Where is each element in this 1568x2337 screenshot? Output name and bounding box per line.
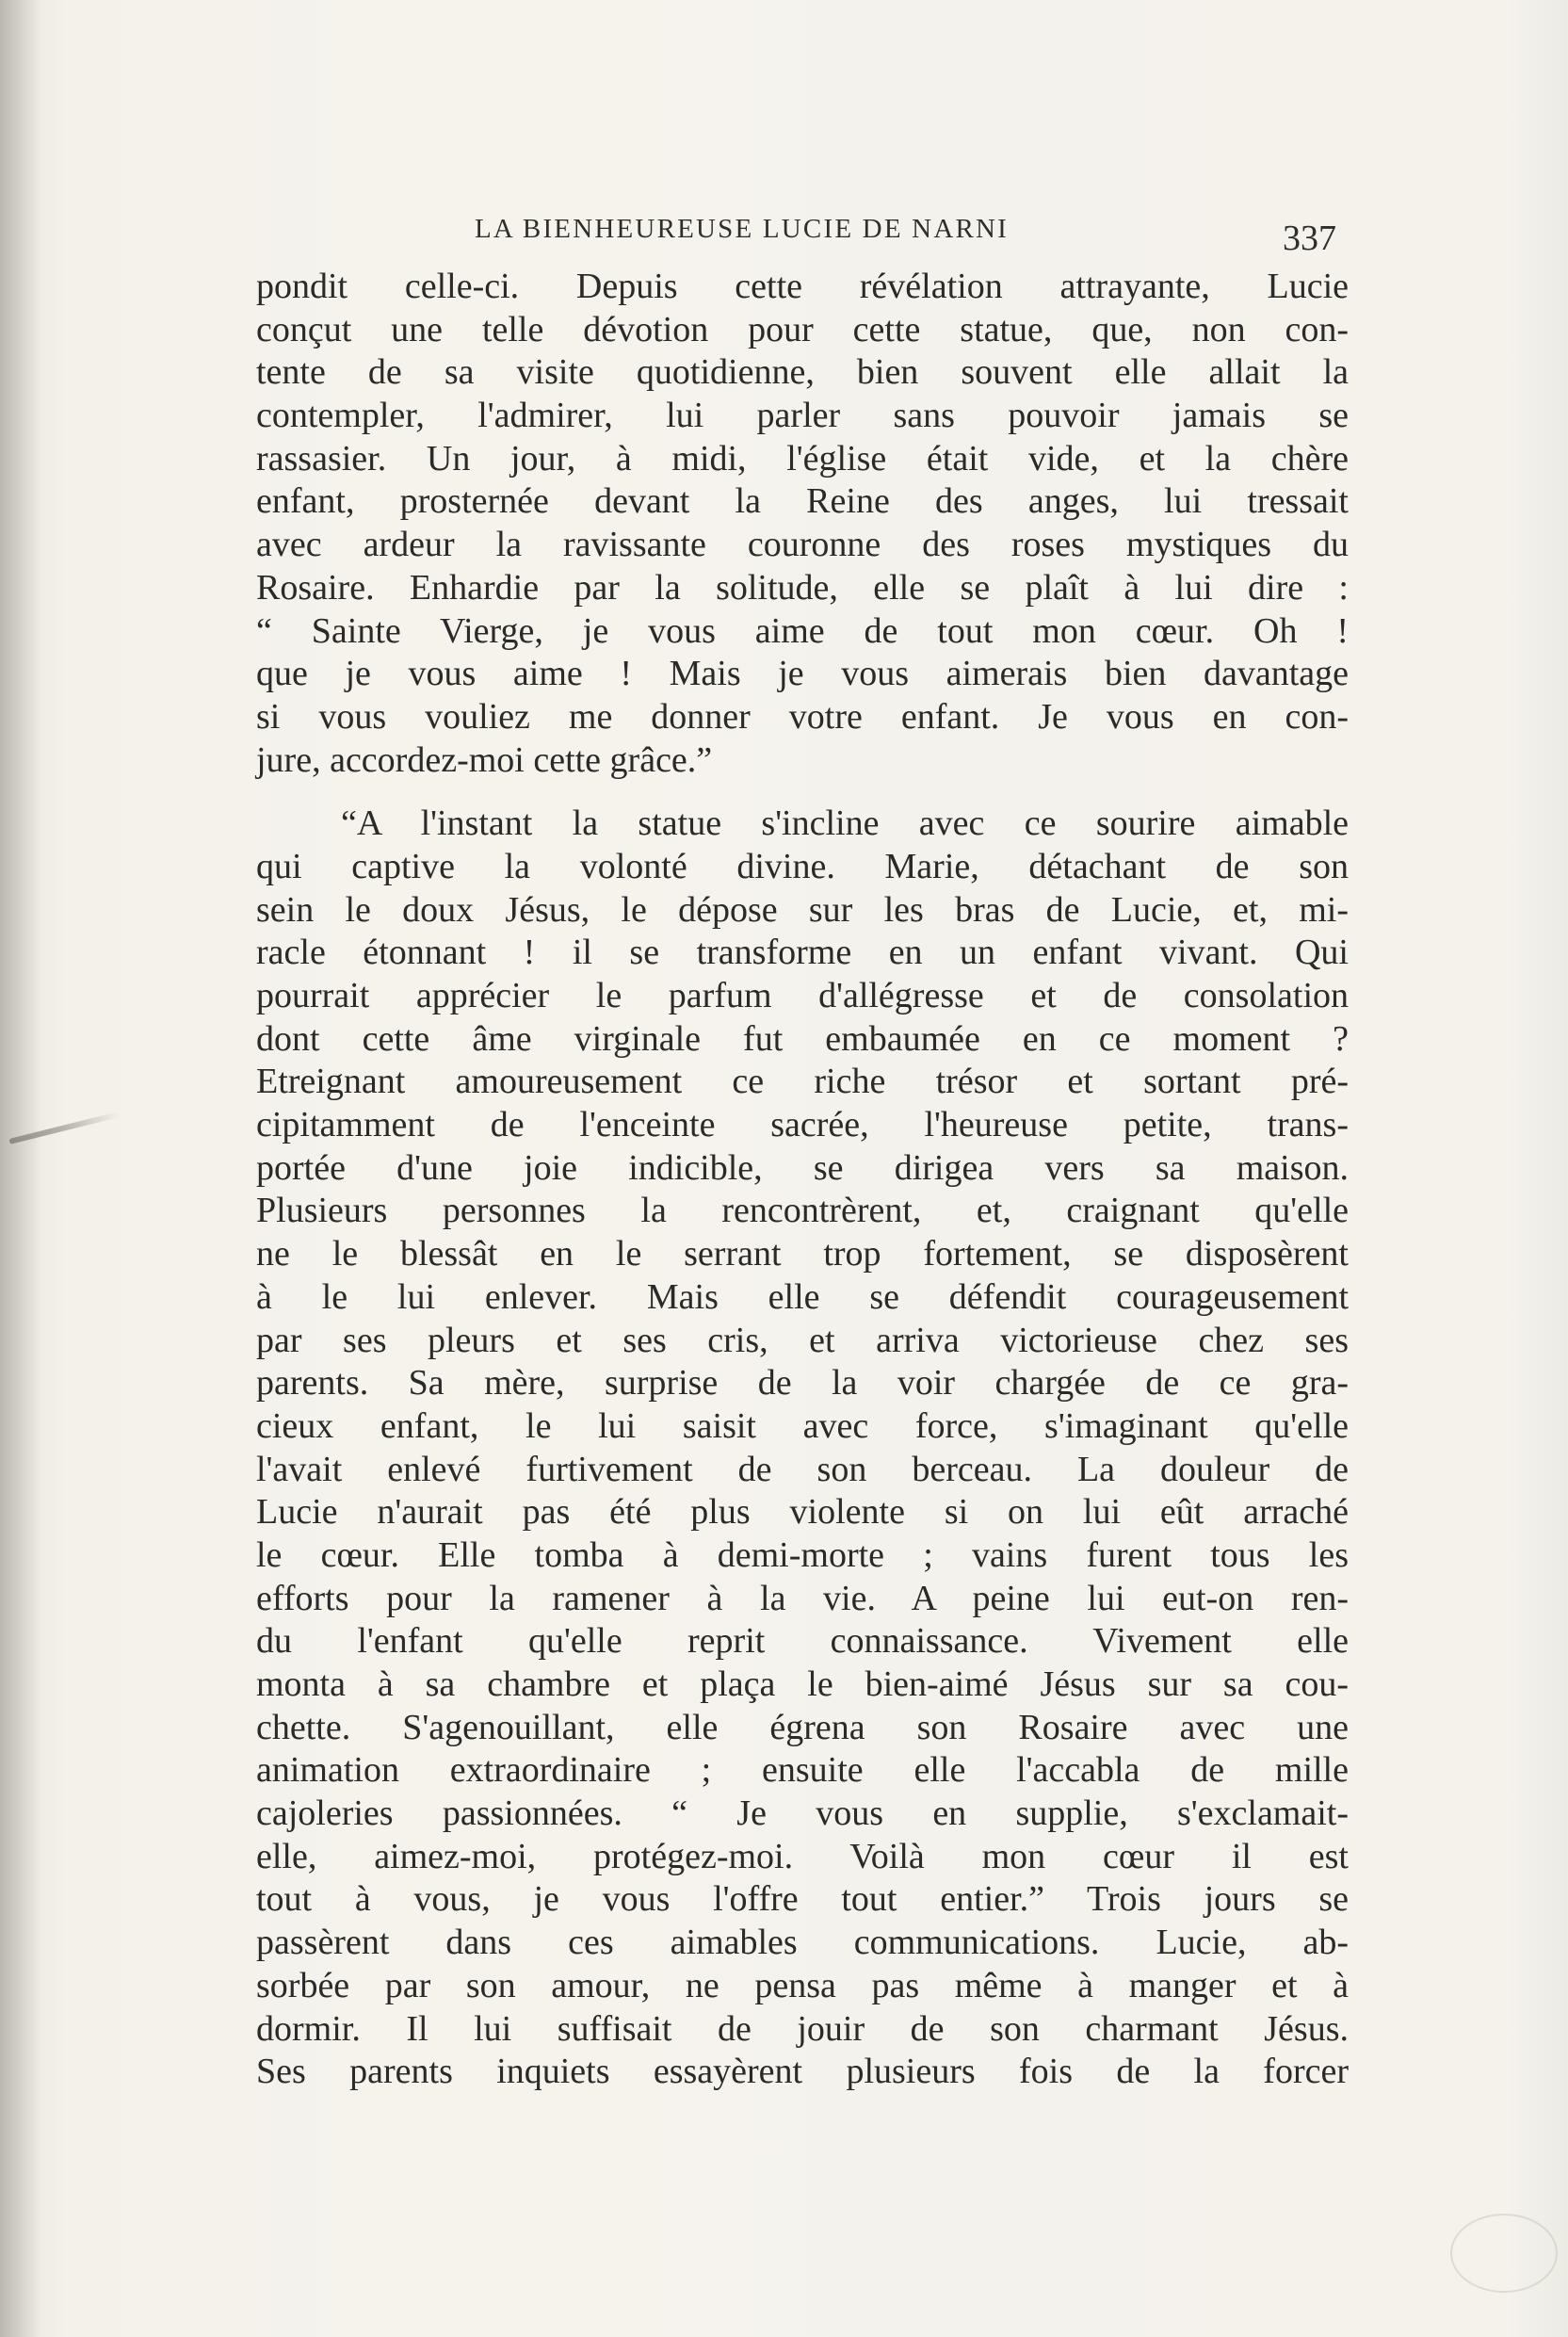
text-line: “A l'instant la statue s'incline avec ce sourire aimable <box>341 803 1349 844</box>
text-line: enfant, prosternée devant la Reine des anges, lui tressait <box>256 481 1349 522</box>
text-line: cipitamment de l'enceinte sacrée, l'heureuse petite, trans- <box>256 1105 1349 1145</box>
text-line: ne le blessât en le serrant trop fortement, se disposèrent <box>256 1234 1349 1274</box>
text-line: Ses parents inquiets essayèrent plusieurs fois de la forcer <box>256 2052 1349 2092</box>
text-line: Etreignant amoureusement ce riche trésor et sortant pré- <box>256 1062 1349 1102</box>
text-line: à le lui enlever. Mais elle se défendit courageusement <box>256 1276 1349 1317</box>
text-line: avec ardeur la ravissante couronne des roses mystiques du <box>256 525 1349 565</box>
text-line: dont cette âme virginale fut embaumée en ce moment ? <box>256 1018 1349 1059</box>
text-line: Plusieurs personnes la rencontrèrent, et, craignant qu'elle <box>256 1191 1349 1231</box>
text-line: par ses pleurs et ses cris, et arriva victorieuse chez ses <box>256 1320 1349 1360</box>
paragraph-gap <box>256 782 1349 803</box>
text-line: monta à sa chambre et plaça le bien-aimé Jésus sur sa cou- <box>256 1664 1349 1704</box>
body-text <box>256 266 1349 2094</box>
text-line: que je vous aime ! Mais je vous aimerais bien davantage <box>256 654 1349 694</box>
text-line: cieux enfant, le lui saisit avec force, s'imaginant qu'elle <box>256 1405 1349 1446</box>
running-head <box>260 210 1352 257</box>
text-line: du l'enfant qu'elle reprit connaissance. Vivement elle <box>256 1621 1349 1662</box>
paragraph-1 <box>256 266 1349 782</box>
text-line: contempler, l'admirer, lui parler sans pouvoir jamais se <box>256 396 1349 436</box>
text-line: cajoleries passionnées. “ Je vous en supplie, s'exclamait- <box>256 1793 1349 1834</box>
running-title: LA BIENHEUREUSE LUCIE DE NARNI <box>475 214 1010 244</box>
blind-stamp <box>1450 2214 1558 2293</box>
text-line: Lucie n'aurait pas été plus violente si on lui eût arraché <box>256 1492 1349 1533</box>
text-line: tout à vous, je vous l'offre tout entier.” Trois jours se <box>256 1879 1349 1920</box>
text-line: “ Sainte Vierge, je vous aime de tout mon cœur. Oh ! <box>256 610 1349 651</box>
text-line: elle, aimez-moi, protégez-moi. Voilà mon cœur il est <box>256 1836 1349 1876</box>
text-line: conçut une telle dévotion pour cette statue, que, non con- <box>256 309 1349 349</box>
text-line: jure, accordez-moi cette grâce.” <box>256 739 713 780</box>
text-line: racle étonnant ! il se transforme en un enfant vivant. Qui <box>256 933 1349 973</box>
binding-gutter <box>0 0 40 2337</box>
text-line: le cœur. Elle tomba à demi-morte ; vains furent tous les <box>256 1534 1349 1575</box>
text-line: l'avait enlevé furtivement de son berceau. La douleur de <box>256 1449 1349 1489</box>
text-line: sein le doux Jésus, le dépose sur les bras de Lucie, et, mi- <box>256 889 1349 930</box>
text-line: efforts pour la ramener à la vie. A peine lui eut-on ren- <box>256 1578 1349 1618</box>
text-line: Rosaire. Enhardie par la solitude, elle se plaît à lui dire : <box>256 567 1349 608</box>
text-line: passèrent dans ces aimables communications. Lucie, ab- <box>256 1923 1349 1963</box>
text-line: chette. S'agenouillant, elle égrena son Rosaire avec une <box>256 1707 1349 1747</box>
text-line: portée d'une joie indicible, se dirigea vers sa maison. <box>256 1147 1349 1188</box>
text-line: qui captive la volonté divine. Marie, détachant de son <box>256 846 1349 886</box>
text-line: tente de sa visite quotidienne, bien souvent elle allait la <box>256 352 1349 393</box>
text-line: parents. Sa mère, surprise de la voir chargée de ce gra- <box>256 1363 1349 1404</box>
text-line: sorbée par son amour, ne pensa pas même à manger et à <box>256 1965 1349 2005</box>
text-line: si vous vouliez me donner votre enfant. Je vous en con- <box>256 696 1349 737</box>
text-line: pourrait apprécier le parfum d'allégresse et de consolation <box>256 976 1349 1015</box>
text-line: pondit celle-ci. Depuis cette révélation attrayante, Lucie <box>256 267 1349 306</box>
text-line: rassasier. Un jour, à midi, l'église était vide, et la chère <box>256 438 1349 479</box>
text-line: animation extraordinaire ; ensuite elle l'accabla de mille <box>256 1750 1349 1791</box>
page-number: 337 <box>1283 219 1336 258</box>
text-line: dormir. Il lui suffisait de jouir de son charmant Jésus. <box>256 2008 1349 2049</box>
paragraph-2 <box>256 803 1349 2094</box>
